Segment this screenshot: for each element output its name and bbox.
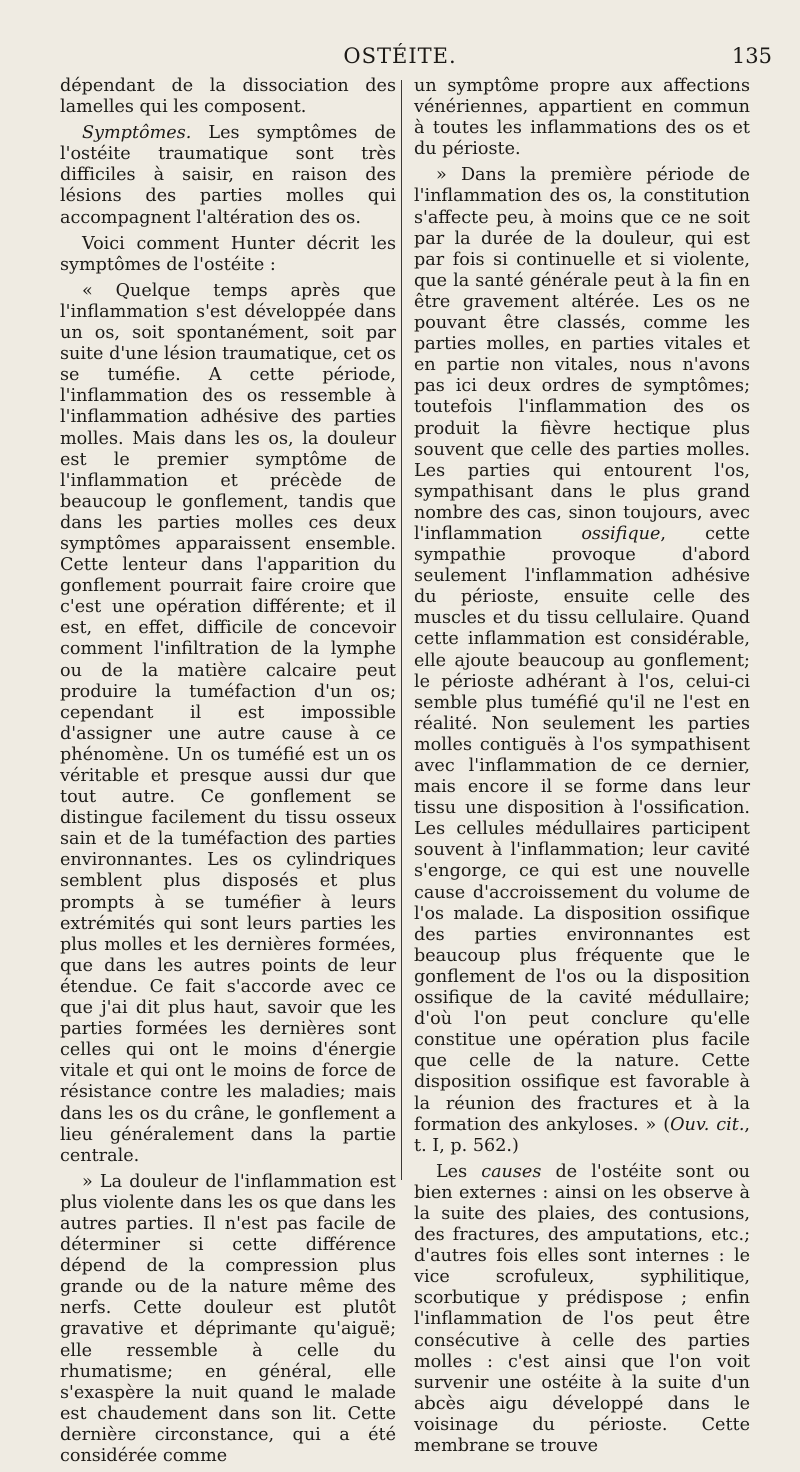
paragraph-text: , cette sympathie provoque d'abord seulement l'inflammation adhésive du périoste, ensuite celle des muscles et du tissu cellulaire. Quand cette inflammation est considérable, elle ajoute beaucoup au gonflement; le périoste adhérant à l'os, celui-ci semble plus tuméfié qu'il ne l'est en réalité. Non seulement les parties molles contiguës à l'os sympathisent avec l'inflammation de ce dernier, mais encore il se forme dans leur tissu une disposition à l'ossification. Les cellules médullaires participent souvent à l'inflammation; leur cavité s'engorge, ce qui est une nouvelle cause d'accroissement du volume de l'os malade. La disposition ossifique des parties environnantes est beaucoup plus fréquente que le gonflement de l'os ou la disposition ossifique de la cavité médullaire; d'où l'on peut conclure qu'elle constitue une opération plus facile que celle de la nature. Cette disposition ossifique est favorable à la réunion des fractures et à la formation des ankyloses. » (: [414, 523, 750, 1135]
left-column: [60, 76, 396, 1472]
paragraph-text: » Dans la première période de l'inflammation des os, la constitution s'affecte peu, à moins que ce ne soit par la durée de la douleur, qui est par fois si continuelle et si violente, que la santé générale peut à la fin en être gravement altérée. Les os ne pouvant être classés, comme les parties molles, en parties vitales et en partie non vitales, nous n'avons pas ici deux ordres de symptômes; toutefois l'inflammation des os produit la fièvre hectique plus souvent que celle des parties molles. Les parties qui entourent l'os, sympathisant dans le plus grand nombre des cas, sinon toujours, avec l'inflammation: [414, 165, 750, 544]
emphasis: ossifique: [581, 523, 661, 544]
section-label: Symptômes.: [82, 123, 192, 144]
paragraph-text: , t. I, p. 562.): [414, 1114, 751, 1156]
quote-paragraph: » La douleur de l'inflammation est plus violente dans les os que dans les autres parties. Il n'est pas facile de déterminer si cette différence dépend de la compression plus grande ou de la nature même des nerfs. Cette douleur est plutôt gravative et déprimante qu'aiguë; elle ressemble à celle du rhumatisme; en général, elle s'exaspère la nuit quand le malade est chaudement dans son lit. Cette dernière circonstance, qui a été considérée comme: [60, 1171, 396, 1466]
paragraph: [414, 1162, 750, 1457]
paragraph-text: de l'ostéite sont ou bien externes : ainsi on les observe à la suite des plaies, des contusions, des fractures, des amputations, etc.; d'autres fois elles sont internes : le vice scrofuleux, syphilitique, scorbutique y prédispose ; enfin l'inflammation de l'os peut être consécutive à celle des parties molles : c'est ainsi que l'on voit survenir une ostéite à la suite d'un abcès aigu développé dans le voisinage du périoste. Cette membrane se trouve: [414, 1161, 751, 1456]
paragraph: un symptôme propre aux affections vénériennes, appartient en commun à toutes les inflammations des os et du périoste.: [414, 76, 750, 160]
running-title: OSTÉITE.: [343, 44, 457, 68]
quote-paragraph: [414, 165, 750, 1156]
page-number: 135: [731, 44, 772, 68]
right-column: [414, 76, 750, 1462]
paragraph: dépendant de la dissociation des lamelles qui les composent.: [60, 76, 396, 118]
paragraph-text: Les symptômes de l'ostéite traumatique sont très difficiles à saisir, en raison des lésions des parties molles qui accompagnent l'altération des os.: [60, 123, 396, 228]
paragraph: [60, 123, 396, 228]
paragraph: Voici comment Hunter décrit les symptômes de l'ostéite :: [60, 233, 396, 275]
column-divider: [401, 80, 402, 1180]
citation: Ouv. cit.: [670, 1114, 745, 1135]
page-header: [0, 44, 800, 76]
paragraph-text: Les: [436, 1161, 482, 1182]
emphasis: causes: [481, 1161, 542, 1182]
quote-paragraph: « Quelque temps après que l'inflammation s'est développée dans un os, soit spontanément, soit par suite d'une lésion traumatique, cet os se tuméfie. A cette période, l'inflammation des os ressemble à l'inflammation adhésive des parties molles. Mais dans les os, la douleur est le premier symptôme de l'inflammation et précède de beaucoup le gonflement, tandis que dans les parties molles ces deux symptômes apparaissent ensemble. Cette lenteur dans l'apparition du gonflement pourrait faire croire que c'est une opération différente; et il est, en effet, difficile de concevoir comment l'infiltration de la lymphe ou de la matière calcaire peut produire la tuméfaction d'un os; cependant il est impossible d'assigner une autre cause à ce phénomène. Un os tuméfié est un os véritable et presque aussi dur que tout autre. Ce gonflement se distingue facilement du tissu osseux sain et de la tuméfaction des parties environnantes. Les os cylindriques semblent plus disposés et plus prompts à se tuméfier à leurs extrémités qui sont leurs parties les plus molles et les dernières formées, que dans les autres points de leur étendue. Ce fait s'accorde avec ce que j'ai dit plus haut, savoir que les parties formées les dernières sont celles qui ont le moins d'énergie vitale et qui ont le moins de force de résistance contre les maladies; mais dans les os du crâne, le gonflement a lieu généralement dans la partie centrale.: [60, 280, 396, 1166]
